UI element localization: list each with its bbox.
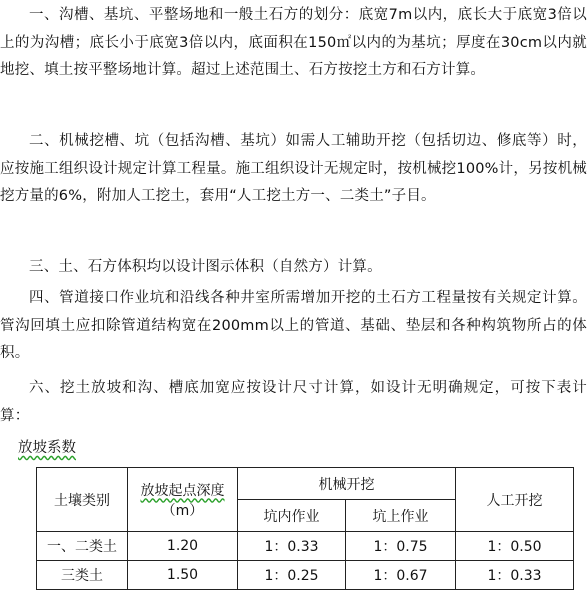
cell-soil: 一、二类土: [37, 532, 128, 561]
table-row: [37, 561, 574, 590]
paragraph-1: 一、沟槽、基坑、平整场地和一般土石方的划分：底宽7m以内，底长大于底宽3倍以上的为沟槽；底长小于底宽3倍以内，底面积在150㎡以内的为基坑；厚度在30cm以内就地挖、填土按平整场地计算。超过上述范围土、石方按挖土方和石方计算。: [0, 7, 587, 79]
header-soil-type: 土壤类别: [37, 468, 128, 532]
cell-depth: 1.20: [128, 532, 238, 561]
header-on-pit: 坑上作业: [346, 500, 456, 532]
paragraph-6: 六、挖土放坡和沟、槽底加宽应按设计尺寸计算，如设计无明确规定，可按下表计算：: [0, 380, 587, 424]
header-manual: 人工开挖: [456, 468, 574, 532]
paragraph-2: 二、机械挖槽、坑（包括沟槽、基坑）如需人工辅助开挖（包括切边、修底等）时，应按施工组织设计规定计算工程量。施工组织设计无规定时，按机械挖100%计，另按机械挖方量的6%，附加人工挖土，套用“人工挖土方一、二类土”子目。: [0, 133, 587, 205]
table-row: [37, 532, 574, 561]
table-header-row: [37, 468, 574, 500]
cell-depth: 1.50: [128, 561, 238, 590]
cell-in-pit: 1：0.33: [238, 532, 346, 561]
table-caption: 放坡系数: [18, 440, 76, 456]
cell-in-pit: 1：0.25: [238, 561, 346, 590]
slope-coefficient-table: [36, 467, 574, 590]
paragraph-3: 三、土、石方体积均以设计图示体积（自然方）计算。: [29, 259, 382, 275]
header-start-depth: [128, 468, 238, 532]
cell-on-pit: 1：0.75: [346, 532, 456, 561]
cell-manual: 1：0.50: [456, 532, 574, 561]
cell-on-pit: 1：0.67: [346, 561, 456, 590]
header-in-pit: 坑内作业: [238, 500, 346, 532]
header-start-depth-unit: （m）: [161, 502, 204, 519]
cell-manual: 1：0.33: [456, 561, 574, 590]
header-mechanical: 机械开挖: [238, 468, 456, 500]
header-start-depth-label: 放坡起点深度: [140, 482, 225, 499]
cell-soil: 三类土: [37, 561, 128, 590]
paragraph-4: 四、管道接口作业坑和沿线各种井室所需增加开挖的土石方工程量按有关规定计算。管沟回填土应扣除管道结构宽在200mm以上的管道、基础、垫层和各种构筑物所占的体积。: [0, 290, 587, 362]
